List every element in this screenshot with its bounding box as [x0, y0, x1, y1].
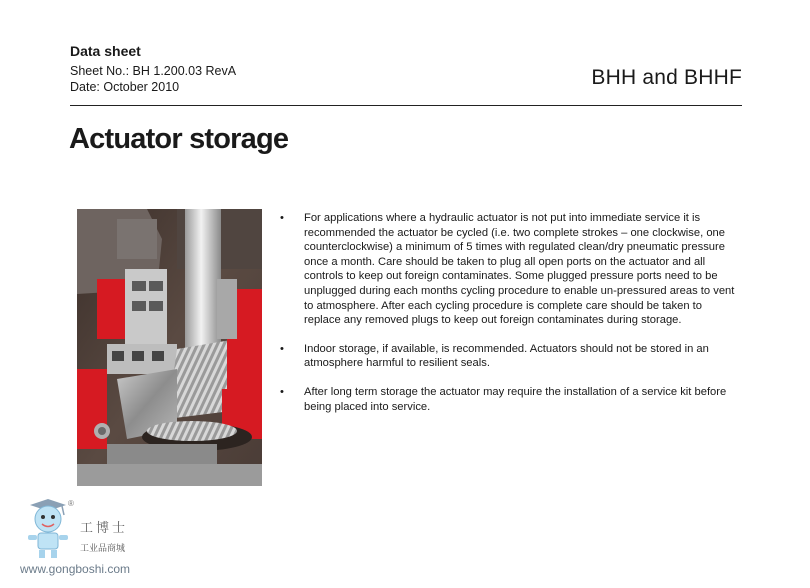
watermark-subtitle: 工业品商城 — [80, 543, 126, 553]
list-item-text: After long term storage the actuator may require the installation of a service kit before being placed into service. — [304, 385, 727, 413]
sheet-date: Date: October 2010 — [70, 80, 180, 94]
watermark-brand: 工博士 — [80, 521, 129, 536]
list-item — [280, 342, 740, 371]
header-divider — [70, 105, 742, 106]
list-item-text: Indoor storage, if available, is recommended. Actuators should not be stored in an atmosphere harmful to resilient seals. — [304, 342, 709, 370]
list-item — [280, 211, 740, 328]
list-item — [280, 385, 740, 414]
header-title: Data sheet — [70, 43, 141, 59]
bullet-marker: • — [280, 342, 284, 355]
registered-mark: ® — [68, 499, 74, 508]
bullet-marker: • — [280, 385, 284, 398]
sheet-number: Sheet No.: BH 1.200.03 RevA — [70, 64, 237, 78]
page-title: Actuator storage — [69, 123, 289, 155]
product-name: BHH and BHHF — [591, 66, 742, 89]
actuator-cutaway-illustration — [77, 209, 262, 486]
storage-instructions-list — [280, 211, 740, 428]
list-item-text: For applications where a hydraulic actuator is not put into immediate service it is recommended the actuator be cycled (i.e. two complete strokes – one clockwise, one counterclockwise) a minimum of 5 times with regulated clean/dry pneumatic pressure once a month. Care should be taken to plug all open ports on the actuator and all controls to keep out foreign contaminates. Some plugged pressure ports need to be unplugged during each months cycling procedure to enable un-pressured areas to vent to atmosphere. After each cycling procedure is complete care should be taken to replace any removed plugs to keep out foreign contaminates during storage. — [304, 212, 735, 327]
watermark-url: www.gongboshi.com — [20, 562, 131, 576]
bullet-marker: • — [280, 212, 284, 224]
actuator-photo — [77, 209, 262, 486]
